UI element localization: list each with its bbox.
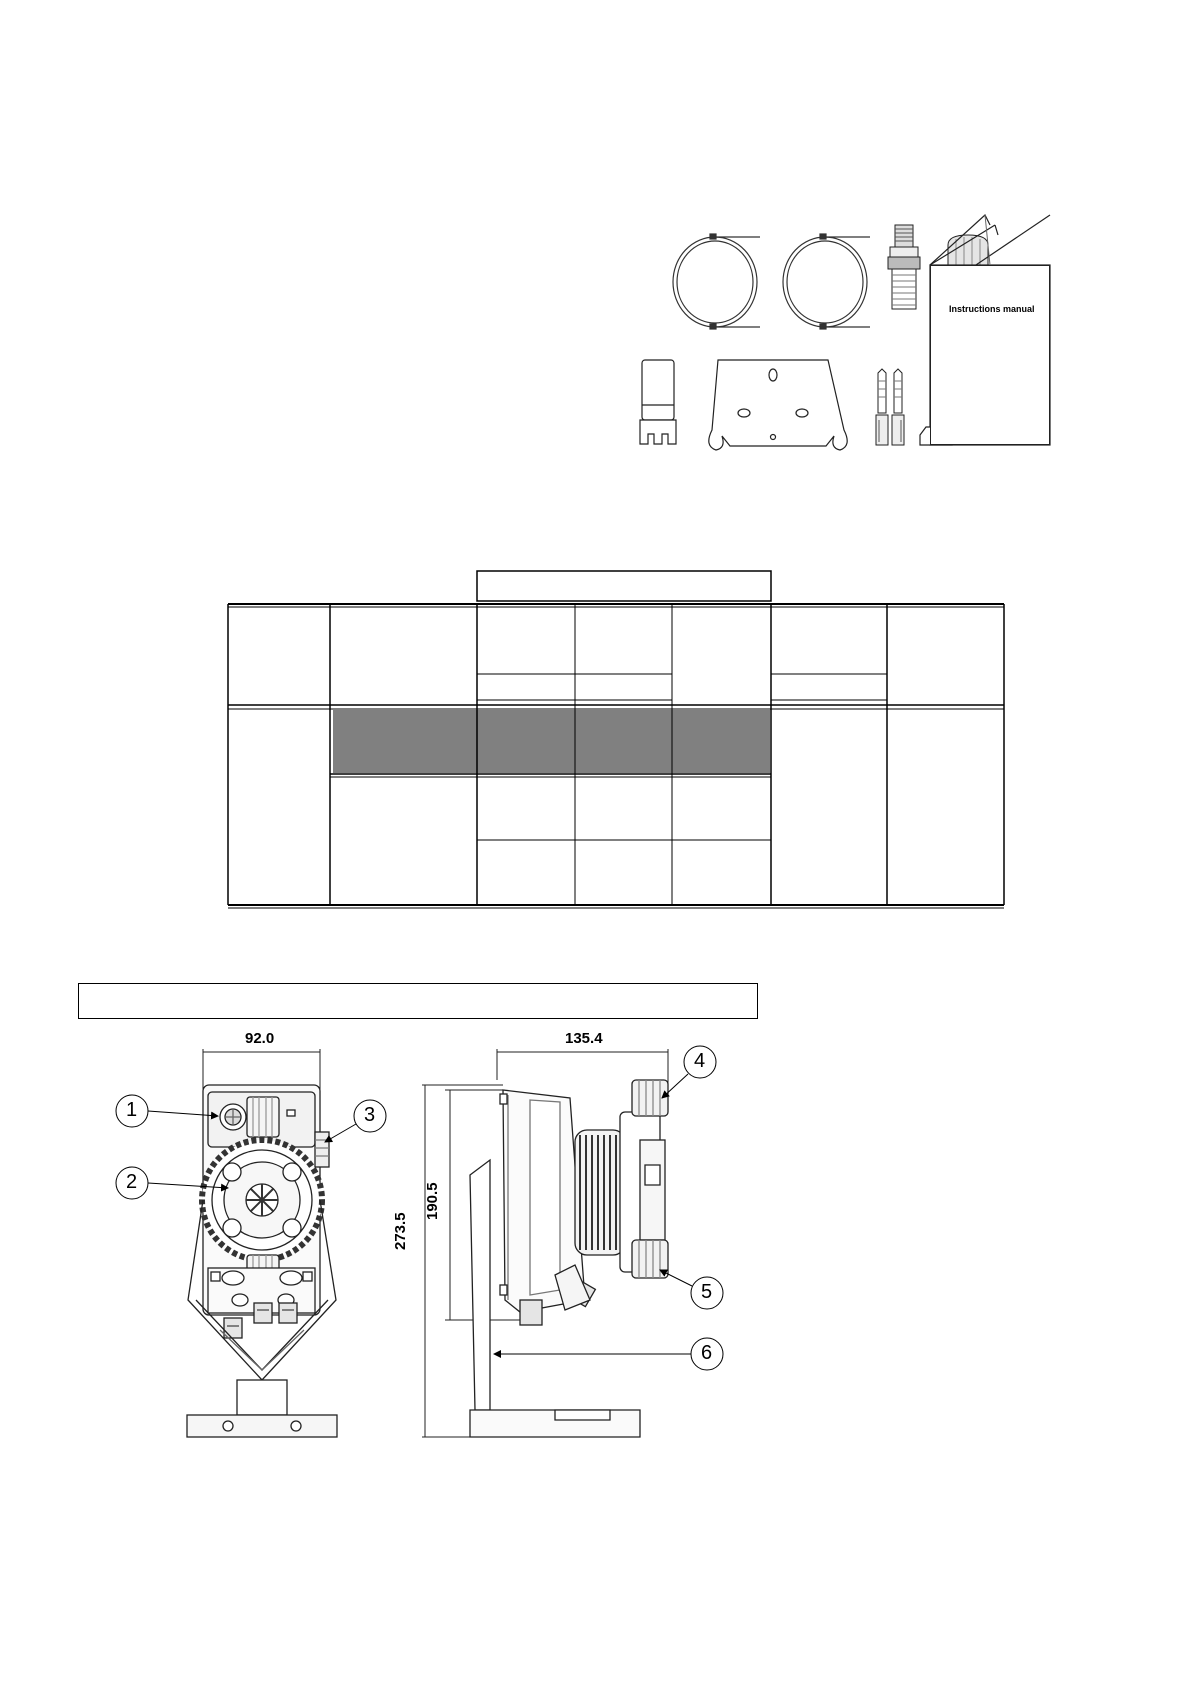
side-width-dimension: 135.4 — [565, 1030, 603, 1047]
total-height-dimension: 273.5 — [392, 1212, 409, 1250]
side-view — [422, 1049, 668, 1437]
front-width-dimension: 92.0 — [245, 1030, 275, 1047]
callout-3: 3 — [364, 1104, 376, 1126]
body-height-dimension: 190.5 — [424, 1182, 441, 1220]
front-view — [187, 1049, 337, 1437]
callout-4: 4 — [694, 1050, 706, 1072]
callout-6: 6 — [701, 1342, 713, 1364]
manual-label: Instructions manual — [949, 304, 1035, 314]
callout-2: 2 — [126, 1171, 138, 1193]
callout-1: 1 — [126, 1099, 138, 1121]
callout-5: 5 — [701, 1281, 713, 1303]
